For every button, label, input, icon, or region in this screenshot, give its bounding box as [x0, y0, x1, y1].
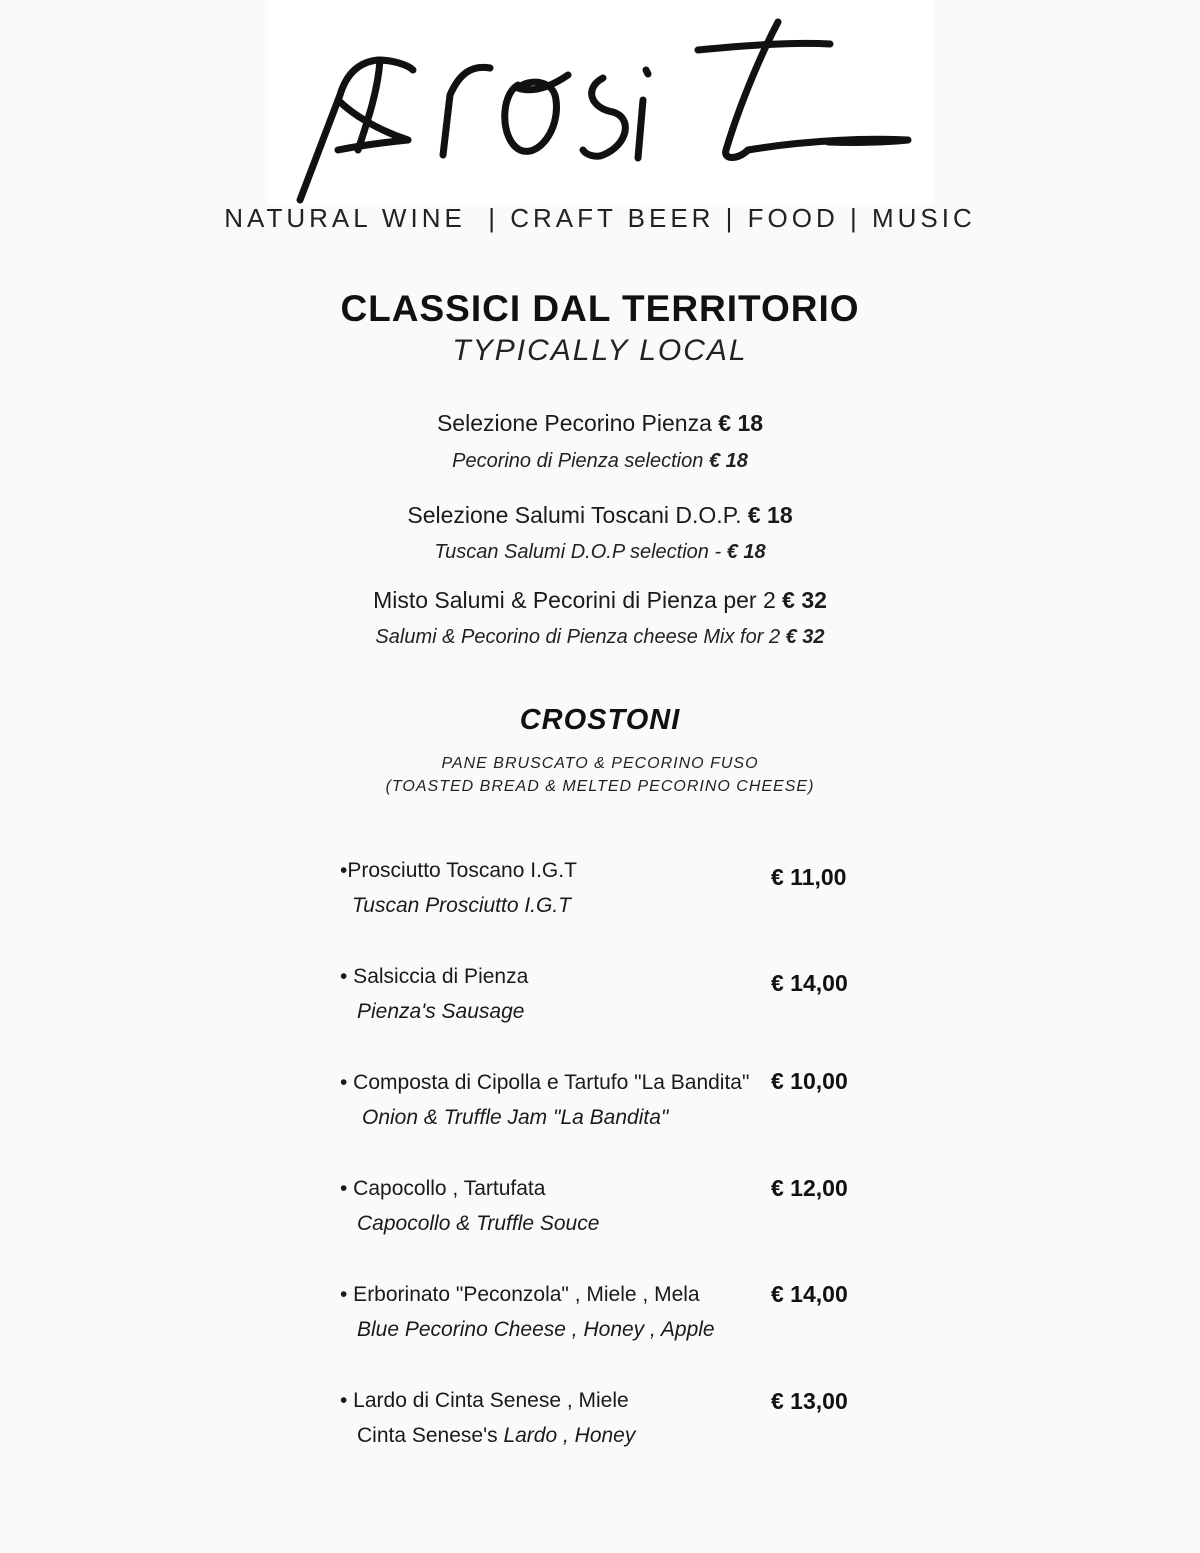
section-title-classici: CLASSICI DAL TERRITORIO: [340, 288, 860, 329]
item-name: Misto Salumi & Pecorini di Pienza per 2: [373, 587, 776, 613]
crostone-name-en: [357, 1424, 635, 1448]
menu-item: [0, 502, 1200, 529]
item-price: € 18: [718, 410, 764, 436]
crostone-name-en: Blue Pecorino Cheese , Honey , Apple: [357, 1318, 715, 1341]
section-title-crostoni: CROSTONI: [519, 704, 681, 736]
crostone-name-en-italic: Lardo , Honey: [503, 1424, 636, 1447]
crostone-price: € 12,00: [771, 1175, 848, 1201]
crostone-name-en: Pienza's Sausage: [357, 1000, 525, 1023]
item-name: Selezione Salumi Toscani D.O.P.: [407, 502, 742, 528]
crostone-name-en: Capocollo & Truffle Souce: [357, 1212, 600, 1235]
crostone-price: € 13,00: [771, 1388, 848, 1414]
crostone-name-en-plain: Cinta Senese's: [357, 1424, 504, 1447]
item-price-en: € 32: [785, 626, 825, 648]
crostone-price: € 14,00: [771, 1281, 848, 1307]
item-price-en: € 18: [708, 450, 748, 472]
menu-item: [0, 587, 1200, 614]
crostone-price: € 10,00: [771, 1068, 848, 1094]
item-price-en: € 18: [726, 541, 766, 563]
item-price: € 18: [747, 502, 793, 528]
menu-item-translation: [0, 450, 1200, 473]
crostone-name: •Prosciutto Toscano I.G.T: [340, 859, 577, 882]
crostone-name-en: Tuscan Prosciutto I.G.T: [352, 894, 572, 917]
crostone-name: • Composta di Cipolla e Tartufo "La Bandita": [340, 1071, 750, 1094]
menu-item-translation: [0, 541, 1200, 564]
menu-item-translation: [0, 626, 1200, 649]
section-subtitle-local: TYPICALLY LOCAL: [452, 334, 748, 367]
item-price: € 32: [782, 587, 827, 613]
menu-item: [0, 410, 1200, 437]
prosit-logo: [268, 0, 934, 205]
section-subtitle-line1: PANE BRUSCATO & PECORINO FUSO: [441, 755, 759, 772]
item-name: Selezione Pecorino Pienza: [436, 410, 712, 436]
crostone-price: € 11,00: [771, 864, 847, 890]
item-name-en: Tuscan Salumi D.O.P selection -: [434, 541, 722, 563]
section-subtitle-line2: (TOASTED BREAD & MELTED PECORINO CHEESE): [385, 778, 815, 795]
crostone-price: € 14,00: [771, 970, 848, 996]
crostone-name: • Erborinato "Peconzola" , Miele , Mela: [340, 1283, 700, 1306]
crostone-name: • Lardo di Cinta Senese , Miele: [340, 1389, 629, 1412]
tagline: NATURAL WINE | CRAFT BEER | FOOD | MUSIC: [224, 203, 976, 233]
item-name-en: Pecorino di Pienza selection: [452, 450, 704, 472]
crostone-name-en: Onion & Truffle Jam "La Bandita": [362, 1106, 669, 1129]
item-name-en: Salumi & Pecorino di Pienza cheese Mix for 2: [375, 626, 781, 648]
crostone-name: • Salsiccia di Pienza: [340, 965, 529, 988]
crostone-name: • Capocollo , Tartufata: [340, 1177, 546, 1200]
